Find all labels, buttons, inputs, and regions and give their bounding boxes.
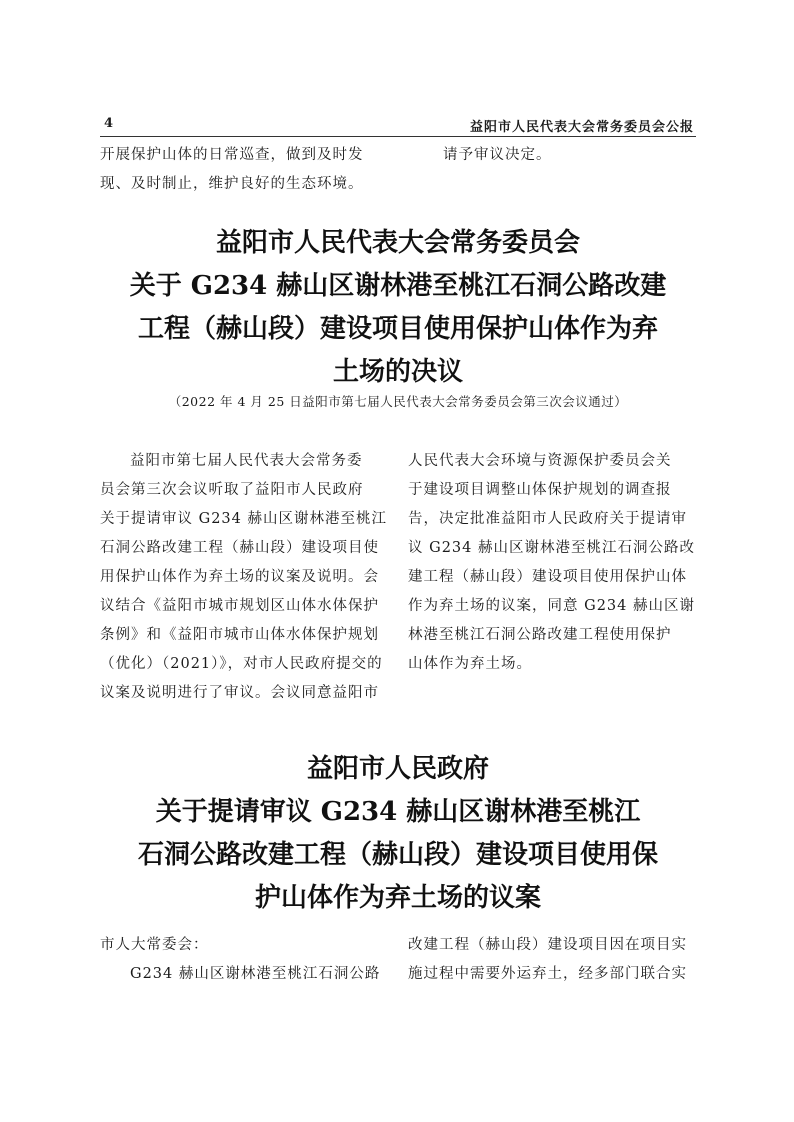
decision-title <box>100 222 696 394</box>
text-line: 山体作为弃土场。 <box>408 656 532 672</box>
text-line: 议结合《益阳市城市规划区山体水体保护 <box>100 598 379 614</box>
text-line: 施过程中需要外运弃土，经多部门联合实 <box>408 966 687 982</box>
text-line: 益阳市第七届人民代表大会常务委 <box>130 453 363 469</box>
text-line: 现、及时制止，维护良好的生态环境。 <box>100 176 364 192</box>
text-line: 人民代表大会环境与资源保护委员会关 <box>408 453 672 469</box>
text-line: 请予审议决定。 <box>443 147 552 163</box>
text-line: 员会第三次会议听取了益阳市人民政府 <box>100 482 364 498</box>
decision-left-column <box>100 447 396 708</box>
text-line: 林港至桃江石洞公路改建工程使用保护 <box>408 627 672 643</box>
title-line: 土场的决议 <box>332 357 463 387</box>
text-line: 议 G234 赫山区谢林港至桃江石洞公路改 <box>408 540 695 556</box>
decision-subtitle: （2022 年 4 月 25 日益阳市第七届人民代表大会常务委员会第三次会议通过） <box>168 394 628 409</box>
title-line: 关于 G234 赫山区谢林港至桃江石洞公路改建 <box>129 271 667 301</box>
motion-title <box>100 748 696 920</box>
title-line: 护山体作为弃土场的议案 <box>254 883 541 913</box>
motion-right-column <box>408 931 704 989</box>
text-line: （优化）（2021）》，对市人民政府提交的 <box>100 656 383 672</box>
title-line: 关于提请审议 G234 赫山区谢林港至桃江 <box>155 797 641 827</box>
prev-right-column <box>438 141 704 170</box>
header-rule <box>100 136 696 137</box>
text-line: 石洞公路改建工程（赫山段）建设项目使 <box>100 540 379 556</box>
title-line: 石洞公路改建工程（赫山段）建设项目使用保 <box>137 840 658 870</box>
text-line: 开展保护山体的日常巡查，做到及时发 <box>100 147 364 163</box>
decision-right-column <box>408 447 704 679</box>
text-line: 改建工程（赫山段）建设项目因在项目实 <box>408 937 687 953</box>
text-line: 用保护山体作为弃土场的议案及说明。会 <box>100 569 379 585</box>
text-line: 议案及说明进行了审议。会议同意益阳市 <box>100 685 379 701</box>
page-number: 4 <box>104 116 114 131</box>
prev-left-column <box>100 141 390 199</box>
text-line: 条例》和《益阳市城市山体水体保护规划 <box>100 627 379 643</box>
text-line: 作为弃土场的议案，同意 G234 赫山区谢 <box>408 598 695 614</box>
motion-left-column <box>100 931 396 989</box>
title-line: 益阳市人民代表大会常务委员会 <box>215 228 580 258</box>
title-line: 益阳市人民政府 <box>306 754 489 784</box>
text-line: 告，决定批准益阳市人民政府关于提请审 <box>408 511 687 527</box>
text-line: 市人大常委会： <box>100 937 209 953</box>
text-line: G234 赫山区谢林港至桃江石洞公路 <box>130 966 381 982</box>
text-line: 关于提请审议 G234 赫山区谢林港至桃江 <box>100 511 387 527</box>
publication-title: 益阳市人民代表大会常务委员会公报 <box>469 120 694 135</box>
text-line: 建工程（赫山段）建设项目使用保护山体 <box>408 569 687 585</box>
text-line: 于建设项目调整山体保护规划的调查报 <box>408 482 672 498</box>
title-line: 工程（赫山段）建设项目使用保护山体作为弃 <box>137 314 658 344</box>
